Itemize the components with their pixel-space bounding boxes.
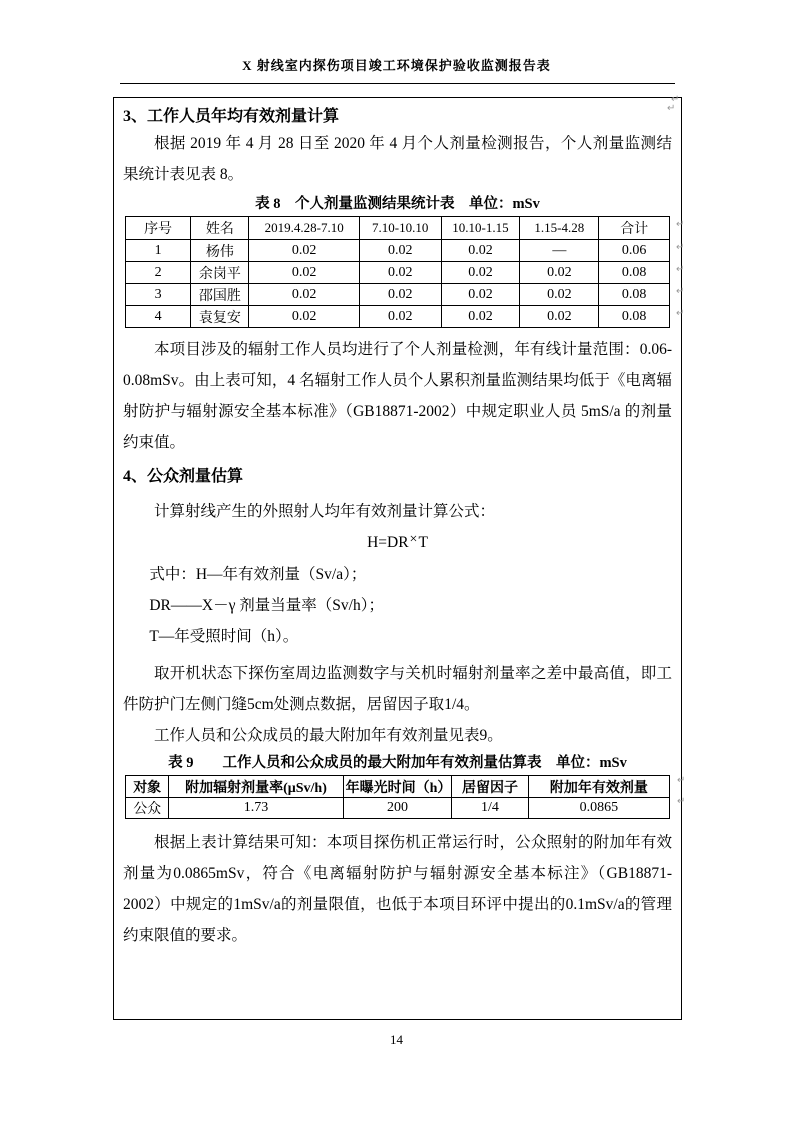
table-cell: 0.02 [359, 262, 441, 284]
table-cell: 0.02 [520, 284, 599, 306]
paragraph-mark-icon: ↵ [676, 219, 685, 230]
table-row [125, 798, 669, 819]
paragraph-mark-icon: ↵ [671, 94, 680, 105]
table-cell: 4 [125, 306, 190, 328]
table-cell: 0.02 [359, 240, 441, 262]
public-dose-table [125, 775, 670, 819]
table-header-cell: 居留因子 [452, 776, 528, 798]
method-paragraph: 取开机状态下探伤室周边监测数字与关机时辐射剂量率之差中最高值，即工件防护门左侧门缝5cm处测点数据，居留因子取1/4。 [123, 665, 672, 713]
formula-note-H: 式中：H—年有效剂量（Sv/a）； [149, 566, 367, 583]
table-cell: 0.02 [520, 262, 599, 284]
table-header-cell: 10.10-1.15 [441, 217, 520, 240]
table-cell: 1.73 [169, 798, 343, 819]
table8-caption: 表 8 个人剂量监测结果统计表 单位：mSv [255, 196, 540, 212]
paragraph-mark-icon: ↵ [677, 796, 686, 807]
table-cell: 0.02 [249, 306, 359, 328]
table9-caption: 表 9 工作人员和公众成员的最大附加年有效剂量估算表 单位：mSv [168, 755, 627, 771]
table-cell: 0.0865 [528, 798, 670, 819]
document-header-title: X 射线室内探伤项目竣工环境保护验收监测报告表 [242, 58, 551, 73]
page-number: 14 [390, 1032, 403, 1047]
table-cell: 0.02 [441, 240, 520, 262]
table-cell: 0.08 [599, 284, 670, 306]
table-cell: 0.08 [599, 262, 670, 284]
paragraph-mark-icon: ↵ [667, 103, 676, 114]
table-header-cell: 姓名 [191, 217, 249, 240]
table-cell: 3 [125, 284, 190, 306]
formula-note-DR: DR——X－γ 剂量当量率（Sv/h）； [149, 597, 384, 614]
table-cell: 0.08 [599, 306, 670, 328]
dose-formula [123, 527, 672, 559]
multiply-sign: × [409, 532, 418, 547]
table-cell: 0.02 [249, 262, 359, 284]
section4-heading: 4、公众剂量估算 [123, 468, 244, 485]
table-cell: 200 [343, 798, 452, 819]
table-row [125, 284, 669, 306]
table-row [125, 240, 669, 262]
table-cell: 0.06 [599, 240, 670, 262]
table-cell: 余岗平 [191, 262, 249, 284]
table-cell: 2 [125, 262, 190, 284]
table-cell: 0.02 [520, 306, 599, 328]
table-header-cell: 对象 [125, 776, 169, 798]
section3-heading: 3、工作人员年均有效剂量计算 [123, 108, 340, 125]
formula-lhs: H=DR [367, 534, 409, 551]
paragraph-mark-icon: ↵ [676, 264, 685, 275]
personal-dose-table [125, 216, 670, 328]
formula-note-T: T—年受照时间（h）。 [149, 628, 299, 645]
table-cell: 0.02 [249, 284, 359, 306]
table-header-row [125, 217, 669, 240]
formula-intro-paragraph: 计算射线产生的外照射人均年有效剂量计算公式： [154, 503, 496, 520]
table-row [125, 306, 669, 328]
table-cell: 0.02 [249, 240, 359, 262]
header-divider [120, 83, 675, 84]
table-cell: 邵国胜 [191, 284, 249, 306]
report-content-box [113, 94, 685, 1020]
table-cell: 公众 [125, 798, 169, 819]
table-cell: 0.02 [359, 284, 441, 306]
table-header-cell: 附加辐射剂量率(μSv/h) [169, 776, 343, 798]
formula-rhs: T [418, 534, 428, 551]
table-header-cell: 2019.4.28-7.10 [249, 217, 359, 240]
table-cell: 0.02 [441, 306, 520, 328]
table-header-cell: 7.10-10.10 [359, 217, 441, 240]
table-header-cell: 1.15-4.28 [520, 217, 599, 240]
table-header-cell: 合计 [599, 217, 670, 240]
section3-summary-paragraph: 本项目涉及的辐射工作人员均进行了个人剂量检测，年有线计量范围：0.06-0.08mSv。由上表可知，4 名辐射工作人员个人累积剂量监测结果均低于《电离辐射防护与辐射源安全基本标准》（GB18871-2002）中规定职业人员 5mS/a 的剂量约束值。 [123, 341, 672, 451]
table-cell: 0.02 [441, 284, 520, 306]
paragraph-mark-icon: ↵ [677, 775, 686, 786]
table-cell: 杨伟 [191, 240, 249, 262]
table-cell: 袁复安 [191, 306, 249, 328]
table-header-row [125, 776, 669, 798]
table-header-cell: 序号 [125, 217, 190, 240]
conclusion-paragraph: 根据上表计算结果可知：本项目探伤机正常运行时，公众照射的附加年有效剂量为0.0865mSv，符合《电离辐射防护与辐射源安全基本标注》（GB18871-2002）中规定的1mSv/a的剂量限值，也低于本项目环评中提出的0.1mSv/a的管理约束限值的要求。 [123, 834, 672, 944]
table9-reference-paragraph: 工作人员和公众成员的最大附加年有效剂量见表9。 [154, 727, 503, 744]
table-row [125, 262, 669, 284]
section3-intro-paragraph: 根据 2019 年 4 月 28 日至 2020 年 4 月个人剂量检测报告，个人剂量监测结果统计表见表 8。 [123, 135, 672, 183]
table-header-cell: 附加年有效剂量 [528, 776, 670, 798]
table-cell: 1 [125, 240, 190, 262]
paragraph-mark-icon: ↵ [676, 242, 685, 253]
table-cell: 0.02 [441, 262, 520, 284]
paragraph-mark-icon: ↵ [676, 308, 685, 319]
table-cell: 1/4 [452, 798, 528, 819]
table-cell: 0.02 [359, 306, 441, 328]
paragraph-mark-icon: ↵ [676, 286, 685, 297]
table-cell: — [520, 240, 599, 262]
table-header-cell: 年曝光时间（h） [343, 776, 452, 798]
